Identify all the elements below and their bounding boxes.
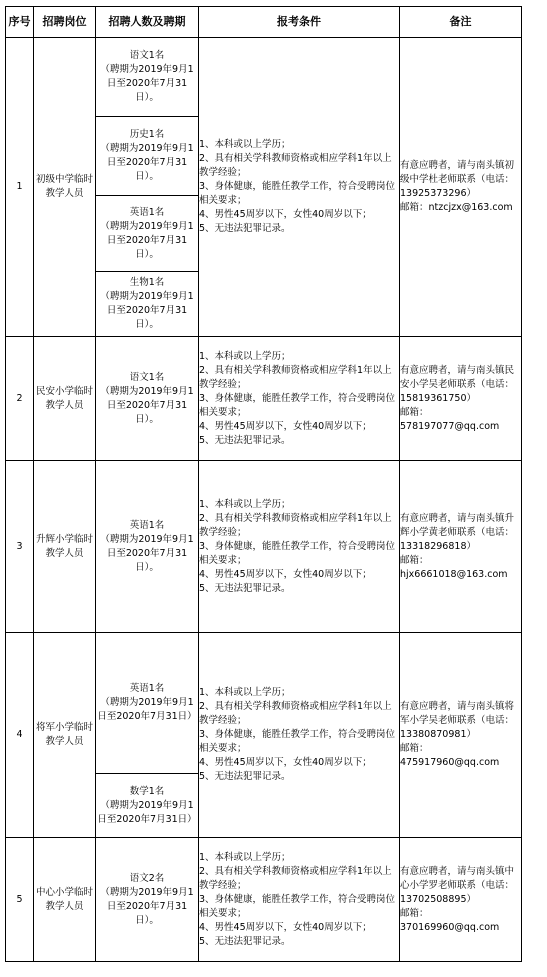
hire-cell: 数学1名 （聘期为2019年9月1日至2020年7月31日） — [96, 774, 199, 838]
table-row — [6, 838, 522, 962]
hire-cell: 历史1名 （聘期为2019年9月1日至2020年7月31日）。 — [96, 117, 199, 196]
conditions-cell: 1、本科或以上学历； 2、具有相关学科教师资格或相应学科1年以上教学经验； 3、身体健康，能胜任教学工作，符合受聘岗位相关要求； 4、男性45周岁以下，女性40周岁以下； 5、无违法犯罪记录。 — [199, 337, 400, 461]
header-position: 招聘岗位 — [34, 7, 96, 38]
row-number: 4 — [6, 633, 34, 838]
recruitment-table — [5, 6, 522, 962]
table-header-row — [6, 7, 522, 38]
position-cell: 中心小学临时教学人员 — [34, 838, 96, 962]
header-hires: 招聘人数及聘期 — [96, 7, 199, 38]
note-cell: 有意应聘者，请与南头镇升辉小学黄老师联系（电话：13318296818） 邮箱：hjx6661018@163.com — [400, 461, 522, 633]
hire-cell: 英语1名 （聘期为2019年9月1日至2020年7月31日） — [96, 633, 199, 774]
note-cell: 有意应聘者，请与南头镇初级中学杜老师联系（电话：13925373296） 邮箱：ntzcjzx@163.com — [400, 38, 522, 337]
row-number: 2 — [6, 337, 34, 461]
row-number: 5 — [6, 838, 34, 962]
conditions-cell: 1、本科或以上学历； 2、具有相关学科教师资格或相应学科1年以上教学经验； 3、身体健康，能胜任教学工作，符合受聘岗位相关要求； 4、男性45周岁以下，女性40周岁以下； 5、无违法犯罪记录。 — [199, 38, 400, 337]
hire-cell: 语文1名 （聘期为2019年9月1日至2020年7月31日）。 — [96, 337, 199, 461]
header-conditions: 报考条件 — [199, 7, 400, 38]
table-row — [6, 337, 522, 461]
table-row — [6, 633, 522, 774]
conditions-cell: 1、本科或以上学历； 2、具有相关学科教师资格或相应学科1年以上教学经验； 3、身体健康，能胜任教学工作，符合受聘岗位相关要求； 4、男性45周岁以下，女性40周岁以下； 5、无违法犯罪记录。 — [199, 838, 400, 962]
table-row — [6, 38, 522, 117]
header-no: 序号 — [6, 7, 34, 38]
conditions-cell: 1、本科或以上学历； 2、具有相关学科教师资格或相应学科1年以上教学经验； 3、身体健康，能胜任教学工作，符合受聘岗位相关要求； 4、男性45周岁以下，女性40周岁以下； 5、无违法犯罪记录。 — [199, 633, 400, 838]
hire-cell: 语文1名 （聘期为2019年9月1日至2020年7月31日）。 — [96, 38, 199, 117]
conditions-cell: 1、本科或以上学历； 2、具有相关学科教师资格或相应学科1年以上教学经验； 3、身体健康，能胜任教学工作，符合受聘岗位相关要求； 4、男性45周岁以下，女性40周岁以下； 5、无违法犯罪记录。 — [199, 461, 400, 633]
hire-cell: 英语1名 （聘期为2019年9月1日至2020年7月31日）。 — [96, 196, 199, 272]
hire-cell: 语文2名 （聘期为2019年9月1日至2020年7月31日）。 — [96, 838, 199, 962]
header-note: 备注 — [400, 7, 522, 38]
note-cell: 有意应聘者，请与南头镇将军小学吴老师联系（电话：13380870981） 邮箱：475917960@qq.com — [400, 633, 522, 838]
note-cell: 有意应聘者，请与南头镇民安小学吴老师联系（电话：15819361750） 邮箱：578197077@qq.com — [400, 337, 522, 461]
hire-cell: 生物1名 （聘期为2019年9月1日至2020年7月31日）。 — [96, 272, 199, 337]
row-number: 1 — [6, 38, 34, 337]
table-row — [6, 461, 522, 633]
hire-cell: 英语1名 （聘期为2019年9月1日至2020年7月31日）。 — [96, 461, 199, 633]
position-cell: 升辉小学临时教学人员 — [34, 461, 96, 633]
row-number: 3 — [6, 461, 34, 633]
note-cell: 有意应聘者，请与南头镇中心小学罗老师联系（电话：13702508895） 邮箱：370169960@qq.com — [400, 838, 522, 962]
position-cell: 民安小学临时教学人员 — [34, 337, 96, 461]
position-cell: 将军小学临时教学人员 — [34, 633, 96, 838]
position-cell: 初级中学临时教学人员 — [34, 38, 96, 337]
